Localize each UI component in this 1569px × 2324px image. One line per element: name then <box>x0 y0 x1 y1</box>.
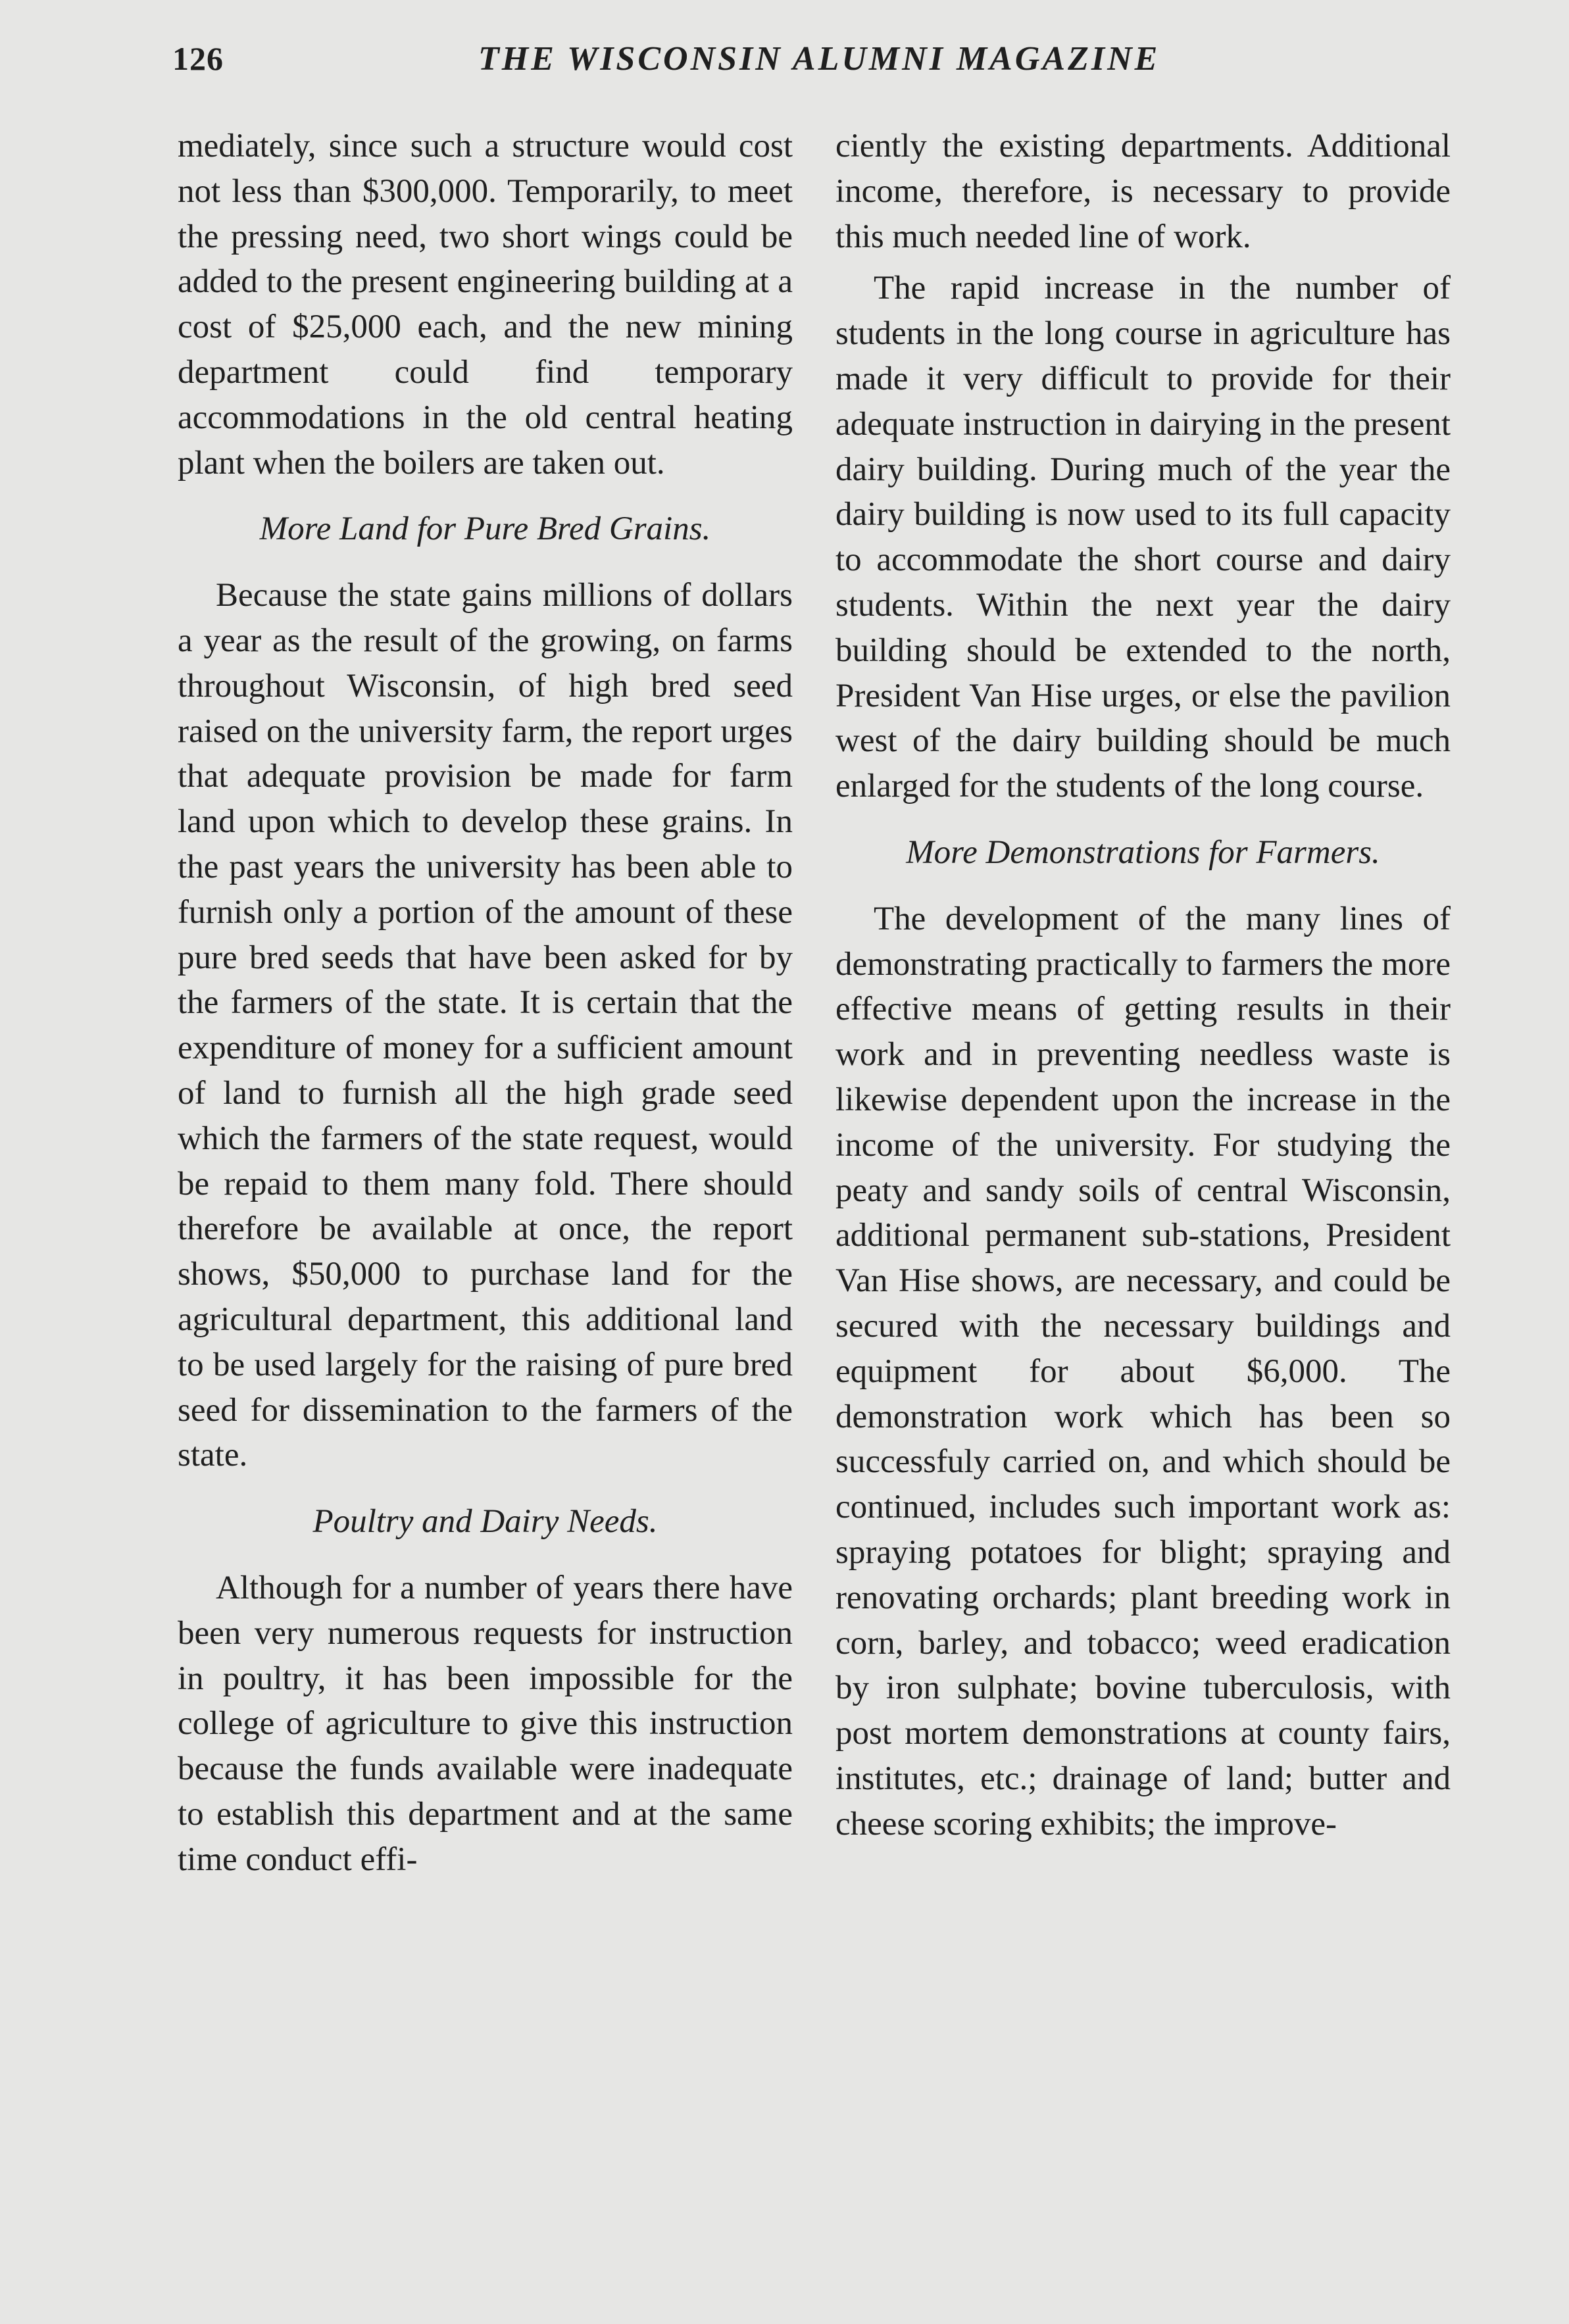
left-paragraph-3: Although for a number of years there have been very numerous requests for instruction in poultry, it has been impossible for the college of agriculture to give this instruction because the funds available were inadequate to establish this department and at the same time conduct effi- <box>178 1569 793 1878</box>
section-heading-land: More Land for Pure Bred Grains. <box>259 510 711 548</box>
page-number: 126 <box>172 40 224 77</box>
page-header <box>172 39 1452 86</box>
left-column <box>178 124 793 1882</box>
section-heading-demonstrations: More Demonstrations for Farmers. <box>906 833 1380 871</box>
right-paragraph-1: ciently the existing departments. Additional income, therefore, is necessary to provide this much needed line of work. <box>835 128 1451 255</box>
left-paragraph-2: Because the state gains millions of dollars a year as the result of the growing, on farms throughout Wisconsin, of high bred seed raised on the university farm, the report urges that adequate provision be made for farm land upon which to develop these grains. In the past years the university has been able to furnish only a portion of the amount of these pure bred seeds that have been asked for by the farmers of the state. It is certain that the expenditure of money for a sufficient amount of land to furnish all the high grade seed which the farmers of the state request, would be repaid to them many fold. There should therefore be available at once, the report shows, $50,000 to purchase land for the agricultural department, this additional land to be used largely for the raising of pure bred seed for dissemination to the farmers of the state. <box>178 577 793 1474</box>
section-heading-poultry: Poultry and Dairy Needs. <box>312 1503 658 1541</box>
left-paragraph-1: mediately, since such a structure would cost not less than $300,000. Temporarily, to meet the pressing need, two short wings could be added to the present engineering building at a cost of $25,000 each, and the new mining department could find temporary accommodations in the old central heating plant when the boilers are taken out. <box>178 128 793 482</box>
right-column <box>835 124 1451 1846</box>
right-paragraph-3: The development of the many lines of demonstrating practically to farmers the more effective means of getting results in their work and in preventing needless waste is likewise dependent upon the increase in the income of the university. For studying the peaty and sandy soils of central Wisconsin, additional permanent sub-stations, President Van Hise shows, are necessary, and could be secured with the necessary buildings and equipment for about $6,000. The demonstration work which has been so successfuly carried on, and which should be continued, includes such important work as: spraying potatoes for blight; spraying and renovating orchards; plant breeding work in corn, barley, and tobacco; weed eradication by iron sulphate; bovine tuberculosis, with post mortem demonstrations at county fairs, institutes, etc.; drainage of land; butter and cheese scoring exhibits; the improve- <box>835 900 1451 1842</box>
right-paragraph-2: The rapid increase in the number of students in the long course in agriculture has made it very difficult to provide for their adequate instruction in dairying in the present dairy building. During much of the year the dairy building is now used to its full capacity to accommodate the short course and dairy students. Within the next year the dairy building should be extended to the north, President Van Hise urges, or else the pavilion west of the dairy building should be much enlarged for the students of the long course. <box>835 270 1451 805</box>
running-title: THE WISCONSIN ALUMNI MAGAZINE <box>478 40 1160 78</box>
